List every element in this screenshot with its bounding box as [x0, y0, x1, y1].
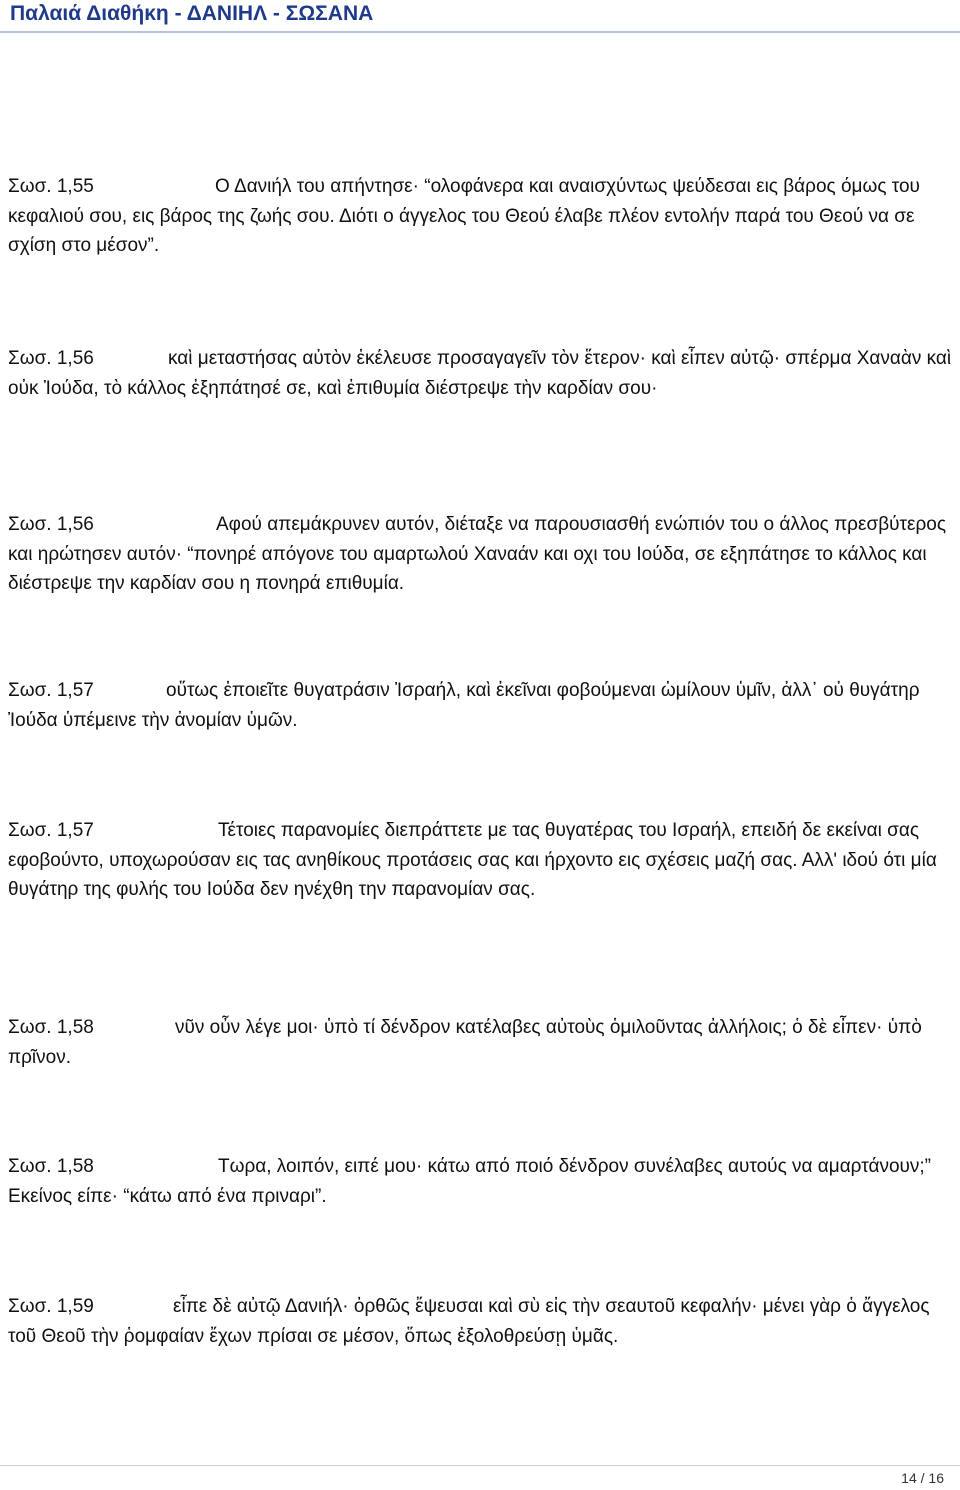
verse-text: Τωρα, λοιπόν, ειπέ μου· κάτω από ποιό δένδρον συνέλαβες αυτούς να αμαρτάνουν;” Εκείνος είπε· “κάτω από ένα πριναρι”. — [8, 1156, 937, 1207]
footer-divider — [0, 1465, 960, 1466]
verse-text: οὕτως ἐποιεῖτε θυγατράσιν Ἰσραήλ, καὶ ἐκεῖναι φοβούμεναι ὡμίλουν ὑμῖν, ἀλλ᾿ οὐ θυγάτηρ Ἰούδα ὑπέμεινε τὴν ἀνομίαν ὑμῶν. — [8, 680, 925, 731]
verse-block: Σωσ. 1,55 Ο Δανιήλ του απήντησε· “ολοφάνερα και αναισχύντως ψεύδεσαι εις βάρος όμως του κεφαλιού σου, εις βάρος της ζωής σου. Διότι ο άγγελος του Θεού έλαβε πλέον εντολήν παρά του Θεού να σε σχίση στο μέσον”. — [8, 176, 926, 256]
verse-block: Σωσ. 1,58 νῦν οὖν λέγε μοι· ὑπὸ τί δένδρον κατέλαβες αὐτοὺς ὁμιλοῦντας ἀλλήλοις; ὁ δὲ εἶπεν· ὑπὸ πρῖνον. — [8, 1017, 928, 1068]
verse-text: Αφού απεμάκρυνεν αυτόν, διέταξε να παρουσιασθή ενώπιόν του ο άλλος πρεσβύτερος και ηρώτησεν αυτόν· “πονηρέ απόγονε του αμαρτωλού Χαναάν και οχι του Ιούδα, σε εξηπάτησε το κάλλος και διέστρεψε την καρδίαν σου η πονηρά επιθυμία. — [8, 514, 952, 594]
verse-text: νῦν οὖν λέγε μοι· ὑπὸ τί δένδρον κατέλαβες αὐτοὺς ὁμιλοῦντας ἀλλήλοις; ὁ δὲ εἶπεν· ὑπὸ πρῖνον. — [8, 1017, 928, 1068]
verse-block: Σωσ. 1,56 Αφού απεμάκρυνεν αυτόν, διέταξε να παρουσιασθή ενώπιόν του ο άλλος πρεσβύτερος και ηρώτησεν αυτόν· “πονηρέ απόγονε του αμαρτωλού Χαναάν και οχι του Ιούδα, σε εξηπάτησε το κάλλος και διέστρεψε την καρδίαν σου η πονηρά επιθυμία. — [8, 514, 952, 594]
verse-text: εἶπε δὲ αὐτῷ Δανιήλ· ὀρθῶς ἔψευσαι καὶ σὺ εἰς τὴν σεαυτοῦ κεφαλήν· μένει γὰρ ὁ ἄγγελος τοῦ Θεοῦ τὴν ῥομφαίαν ἔχων πρίσαι σε μέσον, ὅπως ἐξολοθρεύσῃ ὑμᾶς. — [8, 1296, 935, 1347]
verse-text: Ο Δανιήλ του απήντησε· “ολοφάνερα και αναισχύντως ψεύδεσαι εις βάρος όμως του κεφαλιού σου, εις βάρος της ζωής σου. Διότι ο άγγελος του Θεού έλαβε πλέον εντολήν παρά του Θεού να σε σχίση στο μέσον”. — [8, 176, 926, 256]
verse-block: Σωσ. 1,58 Τωρα, λοιπόν, ειπέ μου· κάτω από ποιό δένδρον συνέλαβες αυτούς να αμαρτάνουν;” Εκείνος είπε· “κάτω από ένα πριναρι”. — [8, 1156, 937, 1207]
header-divider — [0, 31, 960, 33]
verse-block: Σωσ. 1,57 οὕτως ἐποιεῖτε θυγατράσιν Ἰσραήλ, καὶ ἐκεῖναι φοβούμεναι ὡμίλουν ὑμῖν, ἀλλ᾿ οὐ θυγάτηρ Ἰούδα ὑπέμεινε τὴν ἀνομίαν ὑμῶν. — [8, 680, 925, 731]
verse-block: Σωσ. 1,59 εἶπε δὲ αὐτῷ Δανιήλ· ὀρθῶς ἔψευσαι καὶ σὺ εἰς τὴν σεαυτοῦ κεφαλήν· μένει γὰρ ὁ ἄγγελος τοῦ Θεοῦ τὴν ῥομφαίαν ἔχων πρίσαι σε μέσον, ὅπως ἐξολοθρεύσῃ ὑμᾶς. — [8, 1296, 935, 1347]
verse-text: καὶ μεταστήσας αὐτὸν ἐκέλευσε προσαγαγεῖν τὸν ἕτερον· καὶ εἶπεν αὐτῷ· σπέρμα Χαναὰν καὶ οὐκ Ἰούδα, τὸ κάλλος ἐξηπάτησέ σε, καὶ ἐπιθυμία διέστρεψε τὴν καρδίαν σου· — [8, 348, 957, 399]
verse-block: Σωσ. 1,57 Τέτοιες παρανομίες διεπράττετε με τας θυγατέρας του Ισραήλ, επειδή δε εκείναι σας εφοβούντο, υποχωρούσαν εις τας ανηθίκους προτάσεις σας και ήρχοντο εις σχέσεις μαζή σας. Αλλ' ιδού ότι μία θυγάτηρ της φυλής του Ιούδα δεν ηνέχθη την παρανομίαν σας. — [8, 820, 943, 900]
page-header — [0, 0, 960, 40]
page-number: 14 / 16 — [901, 1470, 944, 1486]
page-title: Παλαιά Διαθήκη - ΔΑΝΙΗΛ - ΣΩΣΑΝΑ — [10, 2, 374, 25]
verse-text: Τέτοιες παρανομίες διεπράττετε με τας θυγατέρας του Ισραήλ, επειδή δε εκείναι σας εφοβούντο, υποχωρούσαν εις τας ανηθίκους προτάσεις σας και ήρχοντο εις σχέσεις μαζή σας. Αλλ' ιδού ότι μία θυγάτηρ της φυλής του Ιούδα δεν ηνέχθη την παρανομίαν σας. — [8, 820, 943, 900]
verse-block: Σωσ. 1,56 καὶ μεταστήσας αὐτὸν ἐκέλευσε προσαγαγεῖν τὸν ἕτερον· καὶ εἶπεν αὐτῷ· σπέρμα Χαναὰν καὶ οὐκ Ἰούδα, τὸ κάλλος ἐξηπάτησέ σε, καὶ ἐπιθυμία διέστρεψε τὴν καρδίαν σου· — [8, 348, 957, 399]
